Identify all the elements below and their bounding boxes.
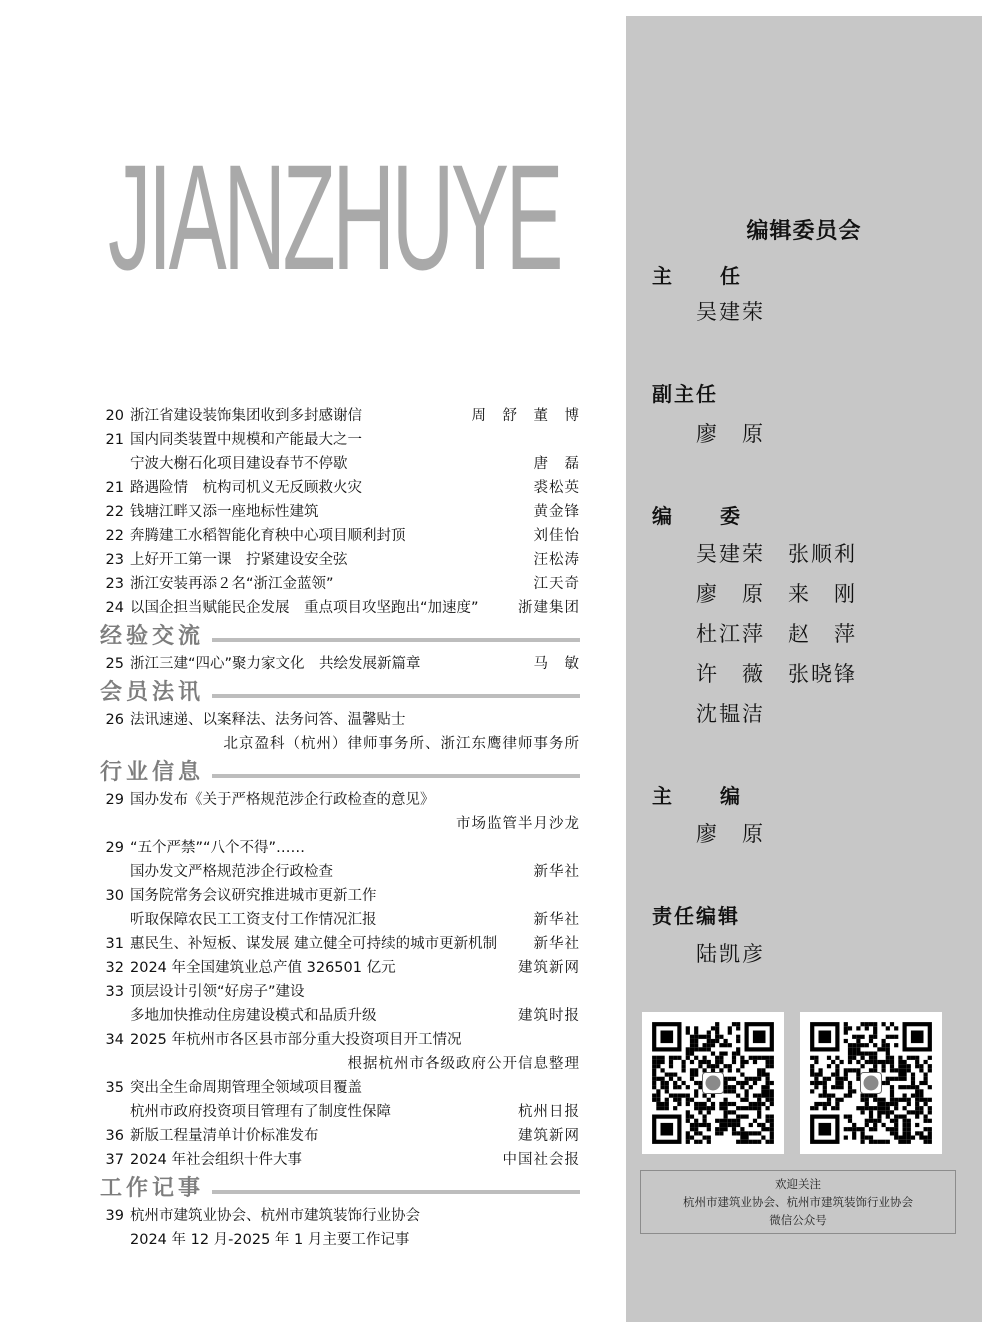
toc-entry bbox=[100, 572, 580, 596]
toc-block-3 bbox=[100, 708, 580, 732]
section-header-experience bbox=[100, 622, 580, 652]
article-title: 多地加快推动住房建设模式和品质升级 bbox=[130, 1008, 377, 1024]
article-title: 新版工程量清单计价标准发布 bbox=[130, 1128, 319, 1144]
member-row: 廖 原 来 刚 bbox=[696, 582, 857, 606]
toc-entry bbox=[100, 404, 580, 428]
page-number: 39 bbox=[105, 1208, 124, 1224]
page-number: 34 bbox=[105, 1032, 124, 1048]
qr-code-decoration-association bbox=[800, 1012, 942, 1154]
follow-line: 杭州市建筑业协会、杭州市建筑装饰行业协会 bbox=[683, 1195, 913, 1209]
article-author: 裘松英 bbox=[533, 480, 580, 496]
follow-line: 欢迎关注 bbox=[775, 1177, 821, 1191]
follow-line: 微信公众号 bbox=[769, 1213, 827, 1227]
section-title: 会员法讯 bbox=[100, 680, 205, 705]
toc-entry bbox=[100, 596, 580, 620]
qr-pattern bbox=[800, 1012, 942, 1154]
article-author: 新华社 bbox=[533, 864, 580, 880]
toc-entry bbox=[100, 884, 580, 908]
article-author: 中国社会报 bbox=[502, 1152, 580, 1168]
article-title: 浙江安装再添２名“浙江金蓝领” bbox=[130, 576, 334, 592]
toc-entry bbox=[100, 500, 580, 524]
member-row: 杜江萍 赵 萍 bbox=[696, 622, 857, 646]
committee-title: 编辑委员会 bbox=[746, 218, 862, 244]
page-number: 24 bbox=[105, 600, 124, 616]
toc-source: 根据杭州市各级政府公开信息整理 bbox=[347, 1056, 580, 1072]
follow-caption-box bbox=[640, 1170, 956, 1234]
article-title: 顶层设计引领“好房子”建设 bbox=[130, 984, 305, 1000]
article-title: “五个严禁”“八个不得”…… bbox=[130, 840, 306, 856]
page-number: 26 bbox=[105, 712, 124, 728]
deputy-name: 廖 原 bbox=[696, 422, 765, 446]
article-author: 新华社 bbox=[533, 912, 580, 928]
article-title: 2024 年 12 月-2025 年 1 月主要工作记事 bbox=[130, 1232, 410, 1248]
toc-entry bbox=[100, 788, 580, 812]
deputy-label: 副主任 bbox=[652, 382, 718, 406]
article-title: 听取保障农民工工资支付工作情况汇报 bbox=[130, 912, 377, 928]
toc-source: 市场监管半月沙龙 bbox=[456, 816, 580, 832]
toc-entry bbox=[100, 1148, 580, 1172]
chief-editor-name: 廖 原 bbox=[696, 822, 765, 846]
section-divider bbox=[212, 638, 580, 642]
article-author: 汪松涛 bbox=[533, 552, 580, 568]
toc-entry bbox=[100, 836, 580, 860]
article-author: 建筑新网 bbox=[518, 1128, 580, 1144]
page-number: 30 bbox=[105, 888, 124, 904]
page-number: 33 bbox=[105, 984, 124, 1000]
section-divider bbox=[212, 1190, 580, 1194]
page-number: 23 bbox=[105, 576, 124, 592]
qr-pattern bbox=[642, 1012, 784, 1154]
editorial-panel bbox=[626, 16, 982, 1322]
article-title: 突出全生命周期管理全领域项目覆盖 bbox=[130, 1080, 362, 1096]
section-divider bbox=[212, 774, 580, 778]
section-title: 经验交流 bbox=[100, 624, 205, 649]
page-number: 31 bbox=[105, 936, 124, 952]
toc-entry bbox=[100, 1204, 580, 1228]
masthead-title: JIANZHUYE bbox=[108, 133, 561, 301]
section-header-legal bbox=[100, 678, 580, 708]
qr-logo-icon bbox=[864, 1076, 879, 1091]
article-author: 刘佳怡 bbox=[533, 528, 580, 544]
toc-block-7 bbox=[100, 1204, 580, 1252]
article-title: 浙江三建“四心”聚力家文化 共绘发展新篇章 bbox=[130, 656, 421, 672]
page-number: 22 bbox=[105, 528, 124, 544]
article-author: 黄金锋 bbox=[533, 504, 580, 520]
toc-entry bbox=[100, 708, 580, 732]
article-author: 周 舒 董 博 bbox=[471, 408, 580, 424]
page-number: 23 bbox=[105, 552, 124, 568]
article-title: 浙江省建设装饰集团收到多封感谢信 bbox=[130, 408, 362, 424]
article-author: 浙建集团 bbox=[518, 600, 580, 616]
qr-code-construction-association bbox=[642, 1012, 784, 1154]
article-author: 建筑新网 bbox=[518, 960, 580, 976]
toc-source: 北京盈科（杭州）律师事务所、浙江东鹰律师事务所 bbox=[223, 736, 580, 752]
toc-entry bbox=[100, 652, 580, 676]
page-number: 21 bbox=[105, 480, 124, 496]
section-divider bbox=[212, 694, 580, 698]
article-author: 杭州日报 bbox=[518, 1104, 580, 1120]
members-label: 编 委 bbox=[652, 504, 754, 528]
toc-entry bbox=[100, 548, 580, 572]
article-title: 国办发布《关于严格规范涉企行政检查的意见》 bbox=[130, 792, 435, 808]
article-author: 马 敏 bbox=[533, 656, 580, 672]
page-number: 32 bbox=[105, 960, 124, 976]
section-header-work bbox=[100, 1174, 580, 1204]
section-title: 工作记事 bbox=[100, 1176, 205, 1201]
responsible-editor-label: 责任编辑 bbox=[652, 904, 740, 928]
member-row: 沈韫洁 bbox=[696, 702, 765, 726]
toc-entry bbox=[100, 1028, 580, 1052]
article-author: 唐 磊 bbox=[533, 456, 580, 472]
toc-entry bbox=[100, 1228, 580, 1252]
toc-entry bbox=[100, 476, 580, 500]
toc-entry bbox=[100, 428, 580, 452]
toc-entry bbox=[100, 1004, 580, 1028]
toc-entry bbox=[100, 956, 580, 980]
toc-entry bbox=[100, 1124, 580, 1148]
article-title: 法讯速递、以案释法、法务问答、温馨贴士 bbox=[130, 712, 406, 728]
qr-logo-icon bbox=[706, 1076, 721, 1091]
section-header-industry bbox=[100, 758, 580, 788]
article-title: 国办发文严格规范涉企行政检查 bbox=[130, 864, 333, 880]
toc-entry bbox=[100, 860, 580, 884]
toc-entry bbox=[100, 908, 580, 932]
article-title: 2024 年社会组织十件大事 bbox=[130, 1152, 303, 1168]
article-title: 钱塘江畔又添一座地标性建筑 bbox=[130, 504, 319, 520]
article-title: 2024 年全国建筑业总产值 326501 亿元 bbox=[130, 960, 396, 976]
table-of-contents bbox=[100, 404, 580, 1252]
toc-block-1 bbox=[100, 404, 580, 620]
article-author: 新华社 bbox=[533, 936, 580, 952]
article-title: 杭州市建筑业协会、杭州市建筑装饰行业协会 bbox=[130, 1208, 420, 1224]
page-number: 37 bbox=[105, 1152, 124, 1168]
article-title: 宁波大榭石化项目建设春节不停歇 bbox=[130, 456, 348, 472]
toc-block-4 bbox=[100, 788, 580, 812]
page-number: 29 bbox=[105, 792, 124, 808]
toc-entry bbox=[100, 1100, 580, 1124]
page-number: 21 bbox=[105, 432, 124, 448]
article-title: 惠民生、补短板、谋发展 建立健全可持续的城市更新机制 bbox=[130, 936, 498, 952]
toc-block-6 bbox=[100, 1076, 580, 1172]
article-author: 江天奇 bbox=[533, 576, 580, 592]
toc-block-2 bbox=[100, 652, 580, 676]
section-title: 行业信息 bbox=[100, 760, 205, 785]
toc-block-5 bbox=[100, 836, 580, 1052]
article-title: 路遇险情 杭构司机义无反顾救火灾 bbox=[130, 480, 362, 496]
article-title: 奔腾建工水稻智能化育秧中心项目顺利封顶 bbox=[130, 528, 406, 544]
member-row: 许 薇 张晓锋 bbox=[696, 662, 857, 686]
director-label: 主 任 bbox=[652, 264, 754, 288]
article-title: 2025 年杭州市各区县市部分重大投资项目开工情况 bbox=[130, 1032, 462, 1048]
toc-entry bbox=[100, 980, 580, 1004]
article-title: 以国企担当赋能民企发展 重点项目攻坚跑出“加速度” bbox=[130, 600, 479, 616]
page-number: 36 bbox=[105, 1128, 124, 1144]
page-number: 20 bbox=[105, 408, 124, 424]
responsible-editor-name: 陆凯彦 bbox=[696, 942, 765, 966]
article-title: 国务院常务会议研究推进城市更新工作 bbox=[130, 888, 377, 904]
toc-entry bbox=[100, 524, 580, 548]
toc-entry bbox=[100, 1076, 580, 1100]
toc-entry bbox=[100, 932, 580, 956]
member-row: 吴建荣 张顺利 bbox=[696, 542, 857, 566]
page-number: 35 bbox=[105, 1080, 124, 1096]
page-number: 25 bbox=[105, 656, 124, 672]
page-number: 22 bbox=[105, 504, 124, 520]
chief-editor-label: 主 编 bbox=[652, 784, 754, 808]
article-title: 国内同类装置中规模和产能最大之一 bbox=[130, 432, 362, 448]
toc-entry bbox=[100, 452, 580, 476]
article-author: 建筑时报 bbox=[518, 1008, 580, 1024]
page-number: 29 bbox=[105, 840, 124, 856]
director-name: 吴建荣 bbox=[696, 300, 765, 324]
article-title: 杭州市政府投资项目管理有了制度性保障 bbox=[130, 1104, 391, 1120]
article-title: 上好开工第一课 拧紧建设安全弦 bbox=[130, 552, 348, 568]
